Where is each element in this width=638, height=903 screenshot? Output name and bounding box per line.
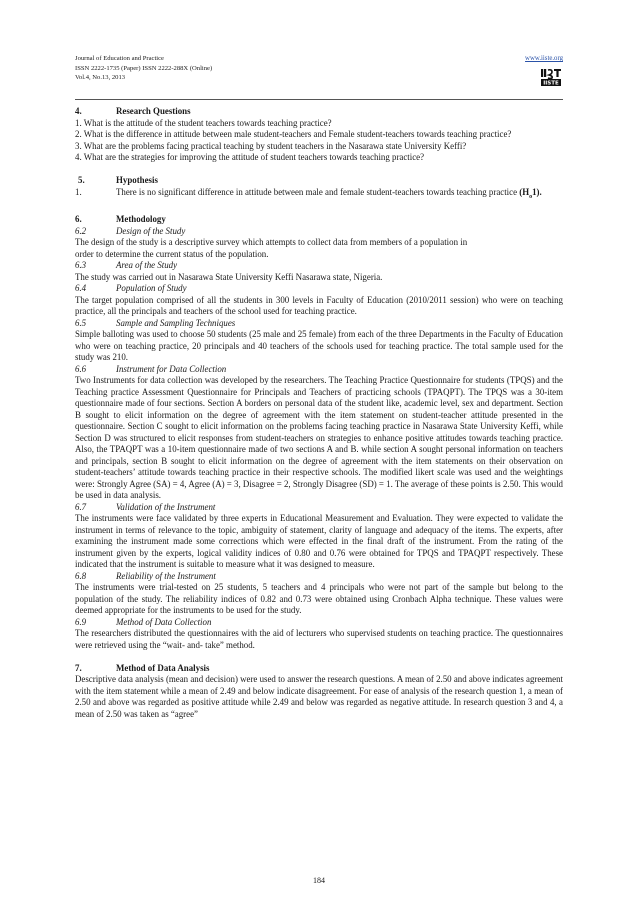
section-heading: Method of Data Analysis: [116, 662, 210, 673]
hypothesis-1: 1. There is no significant difference in attitude between male and female student-teachers towards teaching practice $(H_o1)$.: [75, 186, 542, 200]
section-data-analysis: [75, 663, 563, 721]
page-number: 184: [313, 876, 325, 885]
instrument-paragraph: Two Instruments for data collection was developed by the researchers. The Teaching Practice Questionnaire for students (TPQS) and the Teaching practice Assessment Questionnaire for Principals and Teachers of practicing schools (TPAQPT). The TPQS was a 30-item questionnaire made of four sections. Section A borders on personal data of the student like, academic level, sex and department. Section B sought to elicit information on the degree of agreement with the item statement on student-teacher attitude presented in the questionnaire. Section C sought to elicit information on the problems facing teaching practice in Nasarawa State University Keffi, while Section D was structured to elicit responses from student-teachers on strategies to enhance positive attitudes towards teaching practice. Also, the TPAQPT was a 10-item questionnaire made of two sections A and B. while section A sought personal information on teachers and principals, section B sought to elicit information on the degree of agreement with the item statements on their observation on student-teachers’ attitude towards teaching practice in their respective schools. The modified likert scale was used and the weightings were: Strongly Agree (SA) = 4, Agree (A) = 3, Disagree = 2, Strongly Disagree (SD) = 1. The average of these points is 2.50. This would be used in data analysis.: [75, 375, 563, 501]
section-research-questions: [75, 106, 563, 164]
research-question-2: 2. What is the difference in attitude between male student-teachers and Female student-teachers towards teaching practice?: [75, 129, 512, 139]
data-collection-paragraph: The researchers distributed the questionnaires with the aid of lecturers who supervised students on teaching practice. The questionnaires were retrieved using the “wait- and- take” method.: [75, 628, 563, 650]
journal-issn: ISSN 2222-1735 (Paper) ISSN 2222-288X (Online): [75, 64, 213, 72]
subsection-heading: 6.4 Population of Study: [75, 283, 187, 294]
journal-url-link[interactable]: www.iiste.org: [525, 55, 563, 62]
page-body: [75, 54, 563, 720]
population-paragraph: The target population comprised of all the students in 300 levels in Faculty of Education (2010/2011 session) who were on teaching practice, all the principals and teachers of the school used for teaching practice.: [75, 294, 563, 317]
reliability-paragraph: The instruments were trial-tested on 25 students, 5 teachers and 4 principals who were not part of the sample but belong to the population of the study. The reliability indices of 0.82 and 0.73 were obtained using Cronbach Alpha technique. These values were deemed appropriate for the instruments to be used for the study.: [75, 582, 563, 616]
design-paragraph: The design of the study is a descriptive survey which attempts to collect data from members of a population in order to determine the current status of the population.: [75, 237, 468, 259]
subsection-heading: 6.6 Instrument for Data Collection: [75, 363, 227, 374]
subsection-heading: 6.3 Area of the Study: [75, 260, 178, 271]
validation-paragraph: The instruments were face validated by three experts in Educational Measurement and Evaluation. They were expected to validate the instrument in terms of relevance to the topic, ambiguity of statement, clarity of language and adequacy of the items. The experts, after examining the instrument made some corrections which were effected in the final draft of the instrument. From the rating of the instrument given by the experts, logical validity indices of 0.80 and 0.76 were obtained for TPQS and TPAQPT respectively. These indicated that the instrument is suitable to measure what it was designed to measure.: [75, 513, 563, 570]
journal-header: [75, 54, 563, 98]
subsection-heading: 6.9 Method of Data Collection: [75, 616, 212, 627]
area-paragraph: The study was carried out in Nasarawa State University Keffi Nasarawa state, Nigeria.: [75, 271, 383, 282]
header-rule: [75, 99, 563, 100]
section-methodology: [75, 214, 563, 651]
subsection-heading: 6.5 Sample and Sampling Techniques: [75, 317, 236, 328]
research-question-4: 4. What are the strategies for improving the attitude of student teachers towards teaching practice?: [75, 152, 425, 162]
section-number: 5.: [78, 175, 85, 185]
subsection-heading: 6.2 Design of the Study: [75, 225, 186, 236]
section-number: 6.: [75, 214, 82, 225]
research-question-3: 3. What are the problems facing practical teaching by student teachers in the Nasarawa state University Keffi?: [75, 140, 467, 151]
section-number: 4.: [75, 106, 82, 116]
svg-text:IISTE: IISTE: [543, 80, 559, 87]
research-question-1: 1. What is the attitude of the student teachers towards teaching practice?: [75, 117, 332, 128]
iiste-logo: [539, 66, 563, 88]
subsection-heading: 6.8 Reliability of the Instrument: [75, 570, 216, 581]
section-hypothesis: [75, 175, 563, 203]
section-number: 7.: [75, 662, 82, 673]
section-heading: Hypothesis: [116, 175, 158, 185]
journal-volume: Vol.4, No.13, 2013: [75, 74, 126, 82]
section-heading: Methodology: [116, 214, 166, 225]
data-analysis-paragraph: Descriptive data analysis (mean and decision) were used to answer the research questions. A mean of 2.50 and above indicates agreement with the item statement while a mean of 2.49 and below indicate disagreement. For ease of analysis of the research question 1, a mean of 2.50 and above was regarded as positive attitude while 2.49 and below was regarded as negative attitude. In research question 3 and 4, a mean of 2.50 was taken as “agree”: [75, 674, 563, 719]
subsection-heading: 6.7 Validation of the Instrument: [75, 501, 216, 512]
section-heading: Research Questions: [116, 106, 191, 116]
journal-title: Journal of Education and Practice: [75, 55, 164, 62]
sample-paragraph: Simple balloting was used to choose 50 students (25 male and 25 female) from each of the three Departments in the Faculty of Education who were on teaching practice, 20 principals and 40 teachers of the schools used for teaching practice. The total sample used for the study was 210.: [75, 329, 563, 363]
